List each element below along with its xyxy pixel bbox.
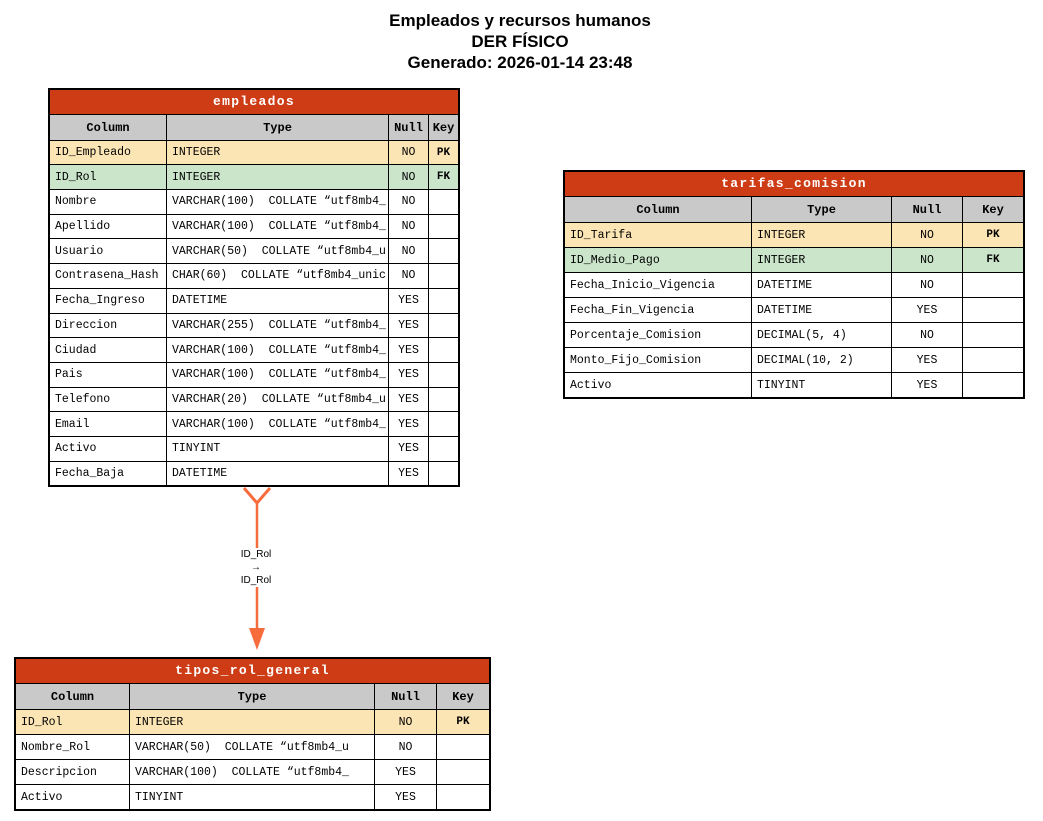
cell-null: YES — [892, 347, 963, 372]
cell-type: VARCHAR(100) COLLATE “utf8mb4_ — [130, 759, 375, 784]
cell-key — [429, 411, 458, 436]
cell-key — [963, 347, 1023, 372]
column-header: Column — [565, 197, 752, 222]
cell-column: Fecha_Baja — [50, 461, 167, 486]
cell-type: TINYINT — [130, 784, 375, 809]
cell-column: ID_Rol — [50, 164, 167, 189]
cell-column: Pais — [50, 362, 167, 387]
table-grid — [50, 115, 458, 485]
cell-type: CHAR(60) COLLATE “utf8mb4_unic — [167, 263, 389, 288]
cell-column: Fecha_Fin_Vigencia — [565, 297, 752, 322]
arrow-glyph: → — [251, 562, 261, 573]
cell-column: Email — [50, 411, 167, 436]
cell-type: VARCHAR(100) COLLATE “utf8mb4_ — [167, 337, 389, 362]
cell-null: NO — [389, 214, 429, 239]
cell-column: ID_Tarifa — [565, 222, 752, 247]
cell-type: VARCHAR(100) COLLATE “utf8mb4_ — [167, 411, 389, 436]
cell-null: NO — [389, 189, 429, 214]
cell-null: YES — [389, 288, 429, 313]
column-header: Column — [16, 684, 130, 709]
cell-key — [963, 322, 1023, 347]
cell-column: ID_Empleado — [50, 140, 167, 165]
cell-null: YES — [389, 387, 429, 412]
cell-column: Apellido — [50, 214, 167, 239]
cell-type: VARCHAR(20) COLLATE “utf8mb4_u — [167, 387, 389, 412]
cell-type: VARCHAR(100) COLLATE “utf8mb4_ — [167, 362, 389, 387]
cell-column: Fecha_Inicio_Vigencia — [565, 272, 752, 297]
relationship-label — [232, 548, 280, 587]
cell-null: NO — [389, 164, 429, 189]
cell-column: Direccion — [50, 313, 167, 338]
cell-key — [429, 461, 458, 486]
cell-type: INTEGER — [167, 164, 389, 189]
cell-column: ID_Rol — [16, 709, 130, 734]
cell-key: PK — [437, 709, 489, 734]
cell-null: NO — [892, 322, 963, 347]
cell-null: YES — [389, 411, 429, 436]
cell-key: PK — [963, 222, 1023, 247]
cell-null: NO — [892, 247, 963, 272]
cell-type: DATETIME — [752, 272, 892, 297]
diagram-title-line-2: DER FÍSICO — [471, 32, 569, 51]
cell-null: YES — [389, 313, 429, 338]
cell-key — [429, 362, 458, 387]
cell-type: DATETIME — [167, 461, 389, 486]
table-tipos_rol_general — [14, 657, 491, 811]
cell-column: Activo — [16, 784, 130, 809]
cell-type: INTEGER — [752, 247, 892, 272]
cell-type: VARCHAR(255) COLLATE “utf8mb4_ — [167, 313, 389, 338]
table-grid — [16, 684, 489, 809]
cell-key — [429, 337, 458, 362]
cell-column: Nombre — [50, 189, 167, 214]
column-header: Null — [375, 684, 437, 709]
column-header: Key — [429, 115, 458, 140]
cell-type: TINYINT — [167, 436, 389, 461]
table-title: tarifas_comision — [565, 172, 1023, 197]
cell-null: YES — [375, 759, 437, 784]
table-title: empleados — [50, 90, 458, 115]
cell-null: NO — [892, 272, 963, 297]
cell-key: PK — [429, 140, 458, 165]
cell-column: Nombre_Rol — [16, 734, 130, 759]
cell-key — [429, 238, 458, 263]
table-empleados — [48, 88, 460, 487]
column-header: Type — [167, 115, 389, 140]
cell-type: VARCHAR(100) COLLATE “utf8mb4_ — [167, 189, 389, 214]
cell-column: Ciudad — [50, 337, 167, 362]
cell-column: Activo — [50, 436, 167, 461]
diagram-title-line-3: Generado: 2026-01-14 23:48 — [407, 53, 633, 72]
cell-key — [429, 436, 458, 461]
relationship-from-column: ID_Rol — [240, 549, 272, 560]
column-header: Type — [752, 197, 892, 222]
cell-key — [963, 372, 1023, 397]
table-title: tipos_rol_general — [16, 659, 489, 684]
cell-type: VARCHAR(50) COLLATE “utf8mb4_u — [167, 238, 389, 263]
cell-null: YES — [389, 461, 429, 486]
cell-key: FK — [963, 247, 1023, 272]
cell-column: Activo — [565, 372, 752, 397]
cell-type: TINYINT — [752, 372, 892, 397]
diagram-title-line-1: Empleados y recursos humanos — [389, 11, 651, 30]
column-header: Key — [963, 197, 1023, 222]
cell-null: NO — [389, 263, 429, 288]
column-header: Null — [389, 115, 429, 140]
cell-null: YES — [375, 784, 437, 809]
cell-column: Telefono — [50, 387, 167, 412]
cell-type: INTEGER — [752, 222, 892, 247]
cell-column: Monto_Fijo_Comision — [565, 347, 752, 372]
cell-key — [437, 759, 489, 784]
cell-key — [429, 387, 458, 412]
cell-key — [963, 297, 1023, 322]
cell-column: ID_Medio_Pago — [565, 247, 752, 272]
cell-type: DECIMAL(5, 4) — [752, 322, 892, 347]
table-grid — [565, 197, 1023, 397]
cell-null: YES — [389, 337, 429, 362]
arrow-head — [249, 628, 265, 650]
cell-column: Porcentaje_Comision — [565, 322, 752, 347]
cell-null: NO — [892, 222, 963, 247]
cell-null: NO — [375, 709, 437, 734]
cell-null: YES — [892, 297, 963, 322]
arrow-tail-vee — [244, 488, 270, 503]
cell-null: NO — [389, 140, 429, 165]
cell-column: Contrasena_Hash — [50, 263, 167, 288]
column-header: Key — [437, 684, 489, 709]
relationship-to-column: ID_Rol — [240, 575, 272, 586]
cell-null: NO — [375, 734, 437, 759]
cell-type: VARCHAR(100) COLLATE “utf8mb4_ — [167, 214, 389, 239]
cell-column: Usuario — [50, 238, 167, 263]
column-header: Null — [892, 197, 963, 222]
cell-column: Fecha_Ingreso — [50, 288, 167, 313]
cell-null: YES — [389, 362, 429, 387]
cell-column: Descripcion — [16, 759, 130, 784]
cell-key — [437, 734, 489, 759]
cell-null: NO — [389, 238, 429, 263]
cell-key — [429, 313, 458, 338]
cell-key — [963, 272, 1023, 297]
cell-null: YES — [892, 372, 963, 397]
diagram-title — [0, 10, 1040, 73]
cell-type: VARCHAR(50) COLLATE “utf8mb4_u — [130, 734, 375, 759]
cell-key — [429, 214, 458, 239]
cell-key — [429, 288, 458, 313]
cell-type: DECIMAL(10, 2) — [752, 347, 892, 372]
cell-type: INTEGER — [130, 709, 375, 734]
cell-type: INTEGER — [167, 140, 389, 165]
cell-key — [429, 189, 458, 214]
table-tarifas_comision — [563, 170, 1025, 399]
cell-type: DATETIME — [167, 288, 389, 313]
cell-key: FK — [429, 164, 458, 189]
column-header: Column — [50, 115, 167, 140]
cell-key — [437, 784, 489, 809]
column-header: Type — [130, 684, 375, 709]
cell-type: DATETIME — [752, 297, 892, 322]
cell-key — [429, 263, 458, 288]
cell-null: YES — [389, 436, 429, 461]
